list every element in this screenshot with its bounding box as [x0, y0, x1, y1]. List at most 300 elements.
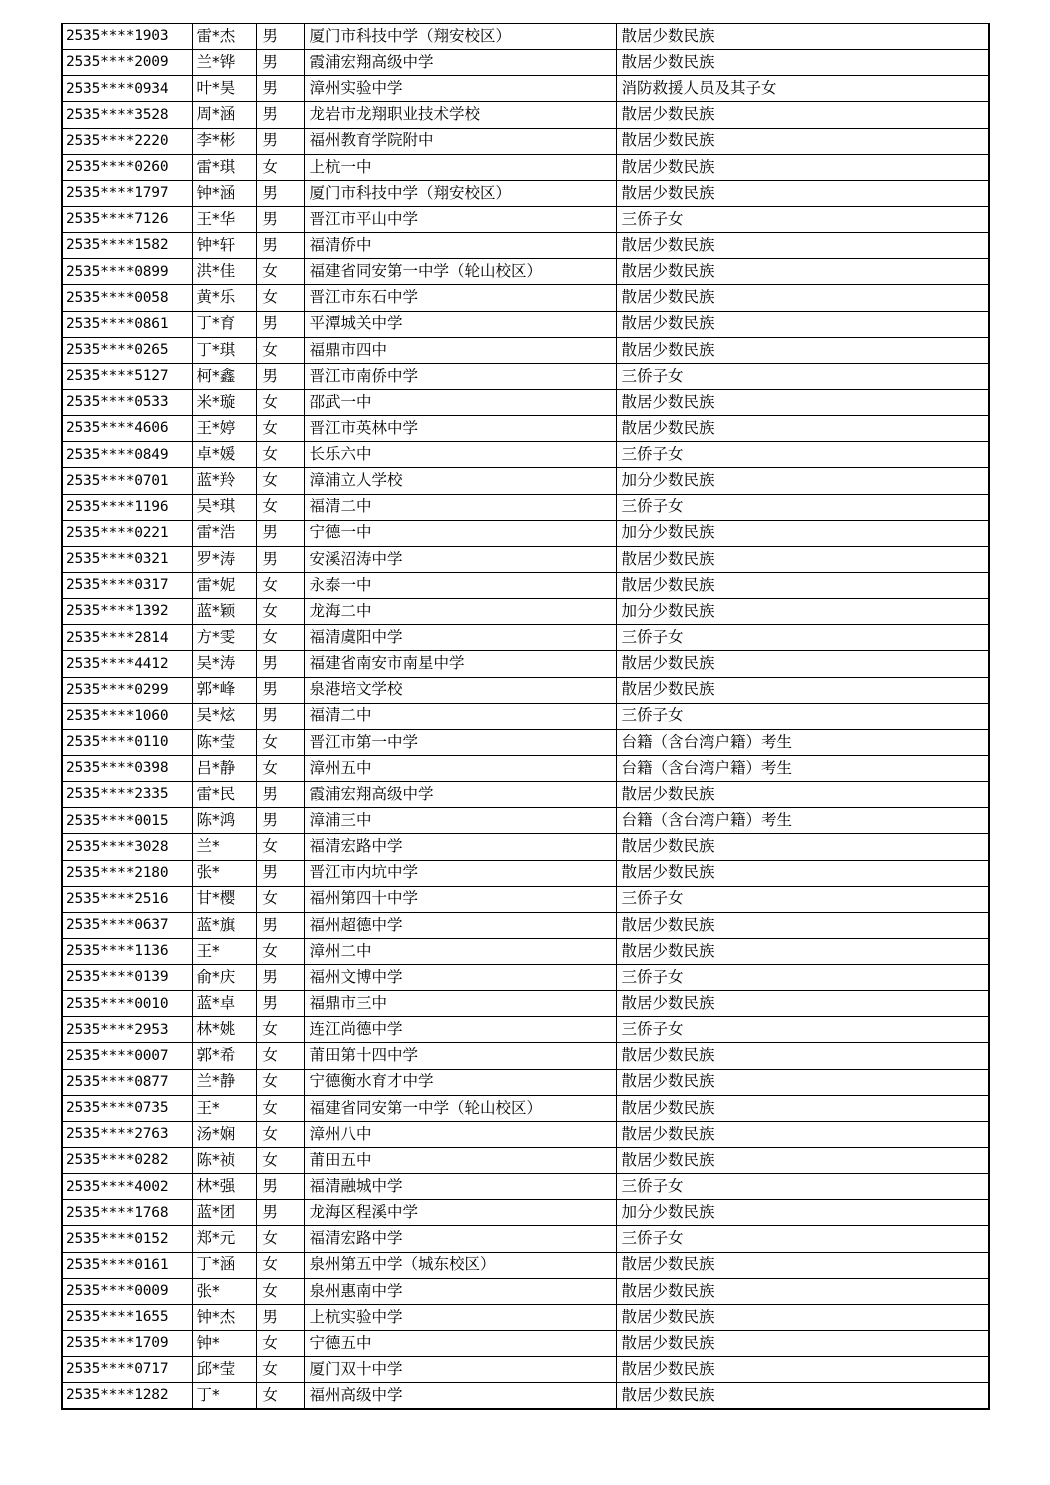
table-row — [62, 808, 989, 834]
name-cell: 蓝*团 — [192, 1200, 256, 1226]
table-row — [62, 546, 989, 572]
school-cell: 龙岩市龙翔职业技术学校 — [304, 102, 616, 128]
gender-cell: 女 — [256, 1357, 304, 1383]
school-cell: 福鼎市四中 — [304, 337, 616, 363]
name-cell: 吕*静 — [192, 755, 256, 781]
name-cell: 米*璇 — [192, 389, 256, 415]
candidate-id-cell: 2535****2516 — [62, 886, 192, 912]
school-cell: 福建省南安市南星中学 — [304, 651, 616, 677]
gender-cell: 女 — [256, 1331, 304, 1357]
table-row — [62, 442, 989, 468]
name-cell: 王*婷 — [192, 416, 256, 442]
candidate-id-cell: 2535****1060 — [62, 703, 192, 729]
table-row — [62, 834, 989, 860]
gender-cell: 女 — [256, 285, 304, 311]
table-row — [62, 1200, 989, 1226]
school-cell: 福清宏路中学 — [304, 834, 616, 860]
gender-cell: 男 — [256, 912, 304, 938]
name-cell: 邱*莹 — [192, 1357, 256, 1383]
gender-cell: 男 — [256, 808, 304, 834]
roster-body — [62, 24, 989, 1409]
gender-cell: 女 — [256, 1069, 304, 1095]
school-cell: 安溪沼涛中学 — [304, 546, 616, 572]
school-cell: 宁德一中 — [304, 520, 616, 546]
name-cell: 叶*昊 — [192, 76, 256, 102]
candidate-id-cell: 2535****2763 — [62, 1121, 192, 1147]
table-row — [62, 180, 989, 206]
candidate-id-cell: 2535****0317 — [62, 572, 192, 598]
table-row — [62, 677, 989, 703]
name-cell: 丁*育 — [192, 311, 256, 337]
category-cell: 散居少数民族 — [616, 389, 989, 415]
candidate-id-cell: 2535****1655 — [62, 1304, 192, 1330]
category-cell: 三侨子女 — [616, 625, 989, 651]
candidate-id-cell: 2535****2814 — [62, 625, 192, 651]
name-cell: 蓝*羚 — [192, 468, 256, 494]
gender-cell: 女 — [256, 494, 304, 520]
category-cell: 加分少数民族 — [616, 1200, 989, 1226]
candidate-id-cell: 2535****0010 — [62, 991, 192, 1017]
school-cell: 连江尚德中学 — [304, 1017, 616, 1043]
category-cell: 散居少数民族 — [616, 311, 989, 337]
gender-cell: 男 — [256, 1200, 304, 1226]
category-cell: 散居少数民族 — [616, 285, 989, 311]
table-row — [62, 1383, 989, 1409]
category-cell: 台籍（含台湾户籍）考生 — [616, 808, 989, 834]
school-cell: 福清二中 — [304, 494, 616, 520]
gender-cell: 女 — [256, 1278, 304, 1304]
category-cell: 三侨子女 — [616, 1174, 989, 1200]
category-cell: 散居少数民族 — [616, 1148, 989, 1174]
table-row — [62, 1174, 989, 1200]
table-row — [62, 860, 989, 886]
category-cell: 散居少数民族 — [616, 1357, 989, 1383]
gender-cell: 男 — [256, 50, 304, 76]
candidate-id-cell: 2535****2220 — [62, 128, 192, 154]
school-cell: 晋江市东石中学 — [304, 285, 616, 311]
candidate-id-cell: 2535****1582 — [62, 233, 192, 259]
candidate-id-cell: 2535****7126 — [62, 206, 192, 232]
candidate-id-cell: 2535****0934 — [62, 76, 192, 102]
category-cell: 散居少数民族 — [616, 1095, 989, 1121]
category-cell: 散居少数民族 — [616, 1383, 989, 1409]
category-cell: 散居少数民族 — [616, 572, 989, 598]
candidate-id-cell: 2535****1903 — [62, 24, 192, 50]
gender-cell: 女 — [256, 337, 304, 363]
candidate-id-cell: 2535****1136 — [62, 938, 192, 964]
table-row — [62, 886, 989, 912]
candidate-id-cell: 2535****0637 — [62, 912, 192, 938]
candidate-id-cell: 2535****0735 — [62, 1095, 192, 1121]
candidate-id-cell: 2535****4606 — [62, 416, 192, 442]
school-cell: 晋江市内坑中学 — [304, 860, 616, 886]
candidate-id-cell: 2535****2953 — [62, 1017, 192, 1043]
gender-cell: 男 — [256, 991, 304, 1017]
table-row — [62, 520, 989, 546]
gender-cell: 男 — [256, 677, 304, 703]
school-cell: 莆田第十四中学 — [304, 1043, 616, 1069]
gender-cell: 女 — [256, 1043, 304, 1069]
name-cell: 雷*民 — [192, 782, 256, 808]
school-cell: 晋江市第一中学 — [304, 729, 616, 755]
candidate-id-cell: 2535****4412 — [62, 651, 192, 677]
table-row — [62, 599, 989, 625]
category-cell: 散居少数民族 — [616, 50, 989, 76]
school-cell: 漳州八中 — [304, 1121, 616, 1147]
candidate-id-cell: 2535****0265 — [62, 337, 192, 363]
category-cell: 散居少数民族 — [616, 1043, 989, 1069]
category-cell: 散居少数民族 — [616, 102, 989, 128]
name-cell: 黄*乐 — [192, 285, 256, 311]
category-cell: 台籍（含台湾户籍）考生 — [616, 755, 989, 781]
school-cell: 邵武一中 — [304, 389, 616, 415]
table-row — [62, 625, 989, 651]
table-row — [62, 1331, 989, 1357]
table-row — [62, 1304, 989, 1330]
school-cell: 莆田五中 — [304, 1148, 616, 1174]
candidate-id-cell: 2535****0849 — [62, 442, 192, 468]
school-cell: 漳州二中 — [304, 938, 616, 964]
school-cell: 泉州第五中学（城东校区） — [304, 1252, 616, 1278]
table-row — [62, 363, 989, 389]
name-cell: 丁* — [192, 1383, 256, 1409]
school-cell: 永泰一中 — [304, 572, 616, 598]
table-row — [62, 782, 989, 808]
category-cell: 散居少数民族 — [616, 1069, 989, 1095]
table-row — [62, 938, 989, 964]
candidate-id-cell: 2535****0321 — [62, 546, 192, 572]
name-cell: 周*涵 — [192, 102, 256, 128]
category-cell: 消防救援人员及其子女 — [616, 76, 989, 102]
table-row — [62, 729, 989, 755]
name-cell: 陈*莹 — [192, 729, 256, 755]
name-cell: 汤*娴 — [192, 1121, 256, 1147]
gender-cell: 男 — [256, 965, 304, 991]
gender-cell: 男 — [256, 24, 304, 50]
school-cell: 福清融城中学 — [304, 1174, 616, 1200]
name-cell: 陈*祯 — [192, 1148, 256, 1174]
gender-cell: 女 — [256, 886, 304, 912]
gender-cell: 男 — [256, 651, 304, 677]
school-cell: 霞浦宏翔高级中学 — [304, 782, 616, 808]
candidate-id-cell: 2535****4002 — [62, 1174, 192, 1200]
gender-cell: 男 — [256, 102, 304, 128]
gender-cell: 女 — [256, 1383, 304, 1409]
school-cell: 漳州实验中学 — [304, 76, 616, 102]
name-cell: 罗*涛 — [192, 546, 256, 572]
table-row — [62, 1095, 989, 1121]
category-cell: 三侨子女 — [616, 494, 989, 520]
school-cell: 上杭实验中学 — [304, 1304, 616, 1330]
category-cell: 加分少数民族 — [616, 468, 989, 494]
candidate-id-cell: 2535****1392 — [62, 599, 192, 625]
name-cell: 蓝*卓 — [192, 991, 256, 1017]
school-cell: 福州高级中学 — [304, 1383, 616, 1409]
candidate-id-cell: 2535****0701 — [62, 468, 192, 494]
school-cell: 宁德衡水育才中学 — [304, 1069, 616, 1095]
candidate-id-cell: 2535****2009 — [62, 50, 192, 76]
category-cell: 散居少数民族 — [616, 782, 989, 808]
table-row — [62, 1043, 989, 1069]
name-cell: 雷*杰 — [192, 24, 256, 50]
gender-cell: 女 — [256, 1148, 304, 1174]
category-cell: 散居少数民族 — [616, 991, 989, 1017]
school-cell: 福州第四十中学 — [304, 886, 616, 912]
table-row — [62, 50, 989, 76]
category-cell: 散居少数民族 — [616, 651, 989, 677]
gender-cell: 女 — [256, 834, 304, 860]
category-cell: 散居少数民族 — [616, 860, 989, 886]
table-row — [62, 311, 989, 337]
candidate-id-cell: 2535****0161 — [62, 1252, 192, 1278]
name-cell: 丁*涵 — [192, 1252, 256, 1278]
gender-cell: 女 — [256, 938, 304, 964]
name-cell: 林*姚 — [192, 1017, 256, 1043]
gender-cell: 男 — [256, 520, 304, 546]
candidate-id-cell: 2535****0899 — [62, 259, 192, 285]
table-row — [62, 1017, 989, 1043]
gender-cell: 男 — [256, 233, 304, 259]
school-cell: 福州教育学院附中 — [304, 128, 616, 154]
gender-cell: 女 — [256, 625, 304, 651]
table-row — [62, 1252, 989, 1278]
school-cell: 福建省同安第一中学（轮山校区） — [304, 259, 616, 285]
name-cell: 兰*静 — [192, 1069, 256, 1095]
table-row — [62, 651, 989, 677]
candidate-id-cell: 2535****0110 — [62, 729, 192, 755]
candidate-id-cell: 2535****0015 — [62, 808, 192, 834]
table-row — [62, 703, 989, 729]
gender-cell: 女 — [256, 572, 304, 598]
gender-cell: 男 — [256, 860, 304, 886]
gender-cell: 女 — [256, 442, 304, 468]
name-cell: 兰* — [192, 834, 256, 860]
gender-cell: 男 — [256, 128, 304, 154]
candidate-id-cell: 2535****3528 — [62, 102, 192, 128]
candidate-id-cell: 2535****0533 — [62, 389, 192, 415]
category-cell: 散居少数民族 — [616, 337, 989, 363]
category-cell: 散居少数民族 — [616, 128, 989, 154]
name-cell: 郑*元 — [192, 1226, 256, 1252]
school-cell: 漳浦立人学校 — [304, 468, 616, 494]
name-cell: 俞*庆 — [192, 965, 256, 991]
gender-cell: 女 — [256, 599, 304, 625]
candidate-id-cell: 2535****0007 — [62, 1043, 192, 1069]
school-cell: 晋江市南侨中学 — [304, 363, 616, 389]
name-cell: 张* — [192, 1278, 256, 1304]
table-row — [62, 965, 989, 991]
table-row — [62, 1121, 989, 1147]
school-cell: 龙海二中 — [304, 599, 616, 625]
table-row — [62, 468, 989, 494]
gender-cell: 女 — [256, 1121, 304, 1147]
gender-cell: 女 — [256, 1226, 304, 1252]
category-cell: 散居少数民族 — [616, 938, 989, 964]
gender-cell: 男 — [256, 311, 304, 337]
candidate-id-cell: 2535****1282 — [62, 1383, 192, 1409]
table-row — [62, 991, 989, 1017]
table-row — [62, 1069, 989, 1095]
school-cell: 福州文博中学 — [304, 965, 616, 991]
table-row — [62, 233, 989, 259]
candidate-id-cell: 2535****0398 — [62, 755, 192, 781]
candidate-id-cell: 2535****2180 — [62, 860, 192, 886]
name-cell: 雷*琪 — [192, 154, 256, 180]
candidate-id-cell: 2535****1768 — [62, 1200, 192, 1226]
candidate-id-cell: 2535****1196 — [62, 494, 192, 520]
gender-cell: 男 — [256, 1174, 304, 1200]
gender-cell: 女 — [256, 755, 304, 781]
candidate-id-cell: 2535****5127 — [62, 363, 192, 389]
name-cell: 钟* — [192, 1331, 256, 1357]
table-row — [62, 76, 989, 102]
name-cell: 王* — [192, 938, 256, 964]
school-cell: 宁德五中 — [304, 1331, 616, 1357]
candidate-id-cell: 2535****1709 — [62, 1331, 192, 1357]
name-cell: 林*强 — [192, 1174, 256, 1200]
gender-cell: 男 — [256, 363, 304, 389]
table-row — [62, 154, 989, 180]
school-cell: 厦门市科技中学（翔安校区） — [304, 24, 616, 50]
candidate-id-cell: 2535****0282 — [62, 1148, 192, 1174]
school-cell: 漳浦三中 — [304, 808, 616, 834]
name-cell: 张* — [192, 860, 256, 886]
name-cell: 柯*鑫 — [192, 363, 256, 389]
school-cell: 福建省同安第一中学（轮山校区） — [304, 1095, 616, 1121]
category-cell: 三侨子女 — [616, 206, 989, 232]
table-row — [62, 1278, 989, 1304]
candidate-id-cell: 2535****3028 — [62, 834, 192, 860]
gender-cell: 男 — [256, 206, 304, 232]
school-cell: 泉港培文学校 — [304, 677, 616, 703]
table-row — [62, 259, 989, 285]
table-row — [62, 1357, 989, 1383]
name-cell: 郭*希 — [192, 1043, 256, 1069]
candidate-id-cell: 2535****0877 — [62, 1069, 192, 1095]
school-cell: 福清二中 — [304, 703, 616, 729]
category-cell: 散居少数民族 — [616, 546, 989, 572]
gender-cell: 女 — [256, 1095, 304, 1121]
school-cell: 福清虞阳中学 — [304, 625, 616, 651]
gender-cell: 女 — [256, 259, 304, 285]
name-cell: 钟*轩 — [192, 233, 256, 259]
category-cell: 散居少数民族 — [616, 154, 989, 180]
table-row — [62, 1226, 989, 1252]
candidate-id-cell: 2535****0299 — [62, 677, 192, 703]
gender-cell: 男 — [256, 703, 304, 729]
table-row — [62, 337, 989, 363]
candidate-id-cell: 2535****0152 — [62, 1226, 192, 1252]
name-cell: 吴*涛 — [192, 651, 256, 677]
table-row — [62, 1148, 989, 1174]
table-row — [62, 389, 989, 415]
candidate-id-cell: 2535****0009 — [62, 1278, 192, 1304]
name-cell: 甘*樱 — [192, 886, 256, 912]
gender-cell: 男 — [256, 782, 304, 808]
school-cell: 上杭一中 — [304, 154, 616, 180]
school-cell: 泉州惠南中学 — [304, 1278, 616, 1304]
candidate-id-cell: 2535****1797 — [62, 180, 192, 206]
school-cell: 漳州五中 — [304, 755, 616, 781]
name-cell: 钟*涵 — [192, 180, 256, 206]
name-cell: 钟*杰 — [192, 1304, 256, 1330]
school-cell: 霞浦宏翔高级中学 — [304, 50, 616, 76]
gender-cell: 女 — [256, 1252, 304, 1278]
category-cell: 三侨子女 — [616, 442, 989, 468]
name-cell: 兰*铧 — [192, 50, 256, 76]
candidate-id-cell: 2535****2335 — [62, 782, 192, 808]
category-cell: 散居少数民族 — [616, 1304, 989, 1330]
category-cell: 散居少数民族 — [616, 912, 989, 938]
gender-cell: 女 — [256, 1017, 304, 1043]
school-cell: 福鼎市三中 — [304, 991, 616, 1017]
gender-cell: 男 — [256, 1304, 304, 1330]
gender-cell: 女 — [256, 729, 304, 755]
category-cell: 台籍（含台湾户籍）考生 — [616, 729, 989, 755]
name-cell: 卓*媛 — [192, 442, 256, 468]
name-cell: 吴*炫 — [192, 703, 256, 729]
category-cell: 三侨子女 — [616, 965, 989, 991]
school-cell: 平潭城关中学 — [304, 311, 616, 337]
category-cell: 三侨子女 — [616, 886, 989, 912]
category-cell: 三侨子女 — [616, 363, 989, 389]
table-row — [62, 128, 989, 154]
name-cell: 李*彬 — [192, 128, 256, 154]
name-cell: 蓝*旗 — [192, 912, 256, 938]
name-cell: 丁*琪 — [192, 337, 256, 363]
category-cell: 散居少数民族 — [616, 233, 989, 259]
school-cell: 福清宏路中学 — [304, 1226, 616, 1252]
candidate-id-cell: 2535****0861 — [62, 311, 192, 337]
candidate-id-cell: 2535****0139 — [62, 965, 192, 991]
school-cell: 福州超德中学 — [304, 912, 616, 938]
gender-cell: 男 — [256, 76, 304, 102]
candidate-id-cell: 2535****0260 — [62, 154, 192, 180]
category-cell: 散居少数民族 — [616, 180, 989, 206]
gender-cell: 女 — [256, 468, 304, 494]
name-cell: 方*雯 — [192, 625, 256, 651]
school-cell: 晋江市英林中学 — [304, 416, 616, 442]
category-cell: 散居少数民族 — [616, 416, 989, 442]
category-cell: 三侨子女 — [616, 703, 989, 729]
name-cell: 吴*琪 — [192, 494, 256, 520]
category-cell: 散居少数民族 — [616, 1278, 989, 1304]
table-row — [62, 572, 989, 598]
category-cell: 散居少数民族 — [616, 1252, 989, 1278]
school-cell: 晋江市平山中学 — [304, 206, 616, 232]
category-cell: 散居少数民族 — [616, 1121, 989, 1147]
school-cell: 福清侨中 — [304, 233, 616, 259]
gender-cell: 女 — [256, 416, 304, 442]
table-row — [62, 206, 989, 232]
table-row — [62, 494, 989, 520]
gender-cell: 男 — [256, 180, 304, 206]
table-row — [62, 24, 989, 50]
category-cell: 散居少数民族 — [616, 259, 989, 285]
name-cell: 雷*浩 — [192, 520, 256, 546]
table-row — [62, 416, 989, 442]
gender-cell: 女 — [256, 389, 304, 415]
table-row — [62, 102, 989, 128]
school-cell: 厦门市科技中学（翔安校区） — [304, 180, 616, 206]
candidate-id-cell: 2535****0221 — [62, 520, 192, 546]
name-cell: 洪*佳 — [192, 259, 256, 285]
table-row — [62, 755, 989, 781]
gender-cell: 男 — [256, 546, 304, 572]
table-row — [62, 912, 989, 938]
category-cell: 散居少数民族 — [616, 1331, 989, 1357]
category-cell: 散居少数民族 — [616, 677, 989, 703]
